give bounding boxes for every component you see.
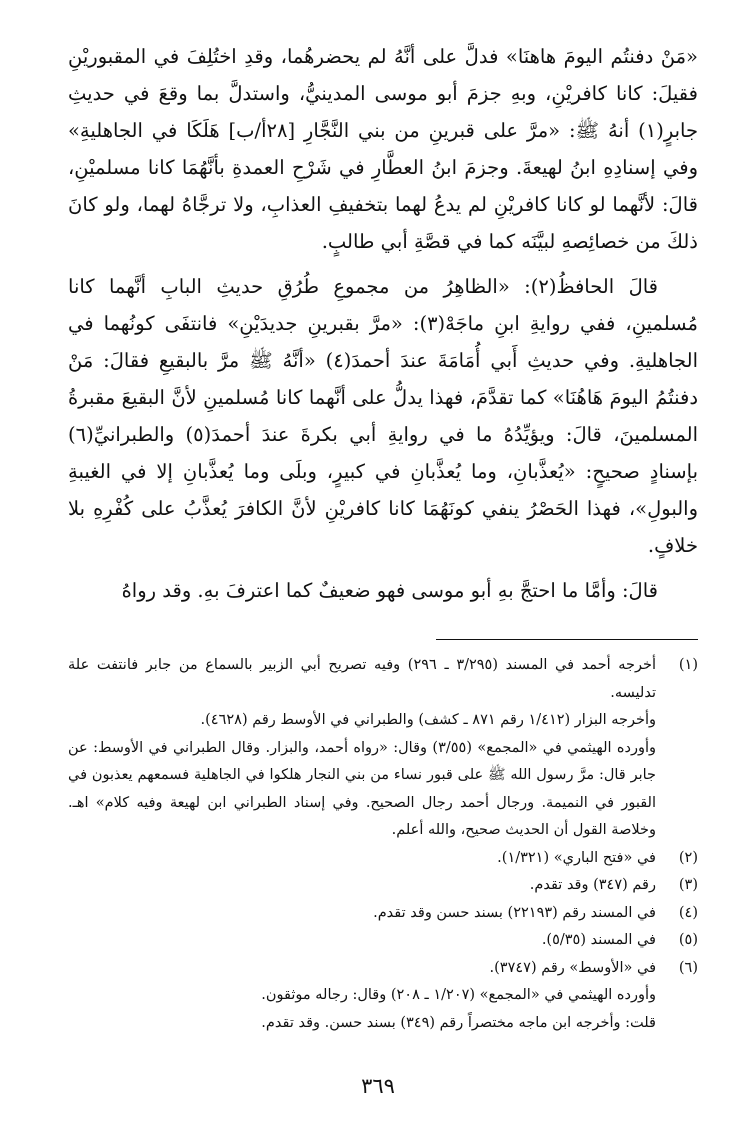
book-page — [68, 38, 698, 1037]
footnote-1-continuation — [68, 707, 698, 845]
footnote-6 — [68, 955, 698, 983]
footnote-text: في «الأوسط» رقم (٣٧٤٧). — [489, 959, 656, 976]
paragraph-3: قالَ: وأمَّا ما احتجَّ بهِ أبو موسى فهو ضعيفٌ كما اعترفَ بهِ. وقد رواهُ — [121, 579, 658, 602]
footnote-text — [68, 652, 656, 707]
main-text — [68, 38, 698, 609]
footnote-3 — [68, 872, 698, 900]
footnote-text: في «فتح الباري» (١/٣٢١). — [497, 849, 656, 866]
footnote-line: قلت: وأخرجه ابن ماجه مختصراً رقم (٣٤٩) بسند حسن. وقد تقدم. — [261, 1014, 656, 1031]
footnote-number: (٥) — [678, 932, 698, 948]
footnote-5 — [68, 927, 698, 955]
paragraph-2: قالَ الحافظُ(٢): «الظاهِرُ من مجموعِ طُرُقِ حديثِ البابِ أنَّهما كانا مُسلمينِ، ففي روايةِ ابنِ ماجَهْ(٣): «مرَّ بقبرينِ جديدَيْنِ» فانتفَى كونُهما في الجاهليةِ. وفي حديثِ أَبي أُمَامَةَ عندَ أحمدَ(٤) «أنَّهُ ﷺ مرَّ بالبقيعِ فقالَ: مَنْ دفنتُمُ اليومَ هَاهُنَا» كما تقدَّمَ، فهذا يدلُّ على أنَّهما كانا مُسلمينِ لأنَّ البقيعَ مقبرةُ المسلمينَ، قالَ: ويؤيِّدُهُ ما في روايةِ أبي بكرةَ عندَ أحمدَ(٥) والطبرانيِّ(٦) بإسنادٍ صحيحٍ: «يُعذَّبانِ، وما يُعذَّبانِ في كبيرٍ، وبلَى وما يُعذَّبانِ إلا في الغيبةِ والبولِ»، فهذا الحَصْرُ ينفي كونَهُمَا كانا كافريْنِ لأنَّ الكافرَ يُعذَّبُ على كُفْرِهِ بلا خلافٍ. — [68, 275, 699, 557]
footnote-number: (٦) — [678, 959, 698, 976]
footnote-6-continuation — [68, 982, 698, 1037]
footnote-separator — [436, 639, 698, 640]
paragraph-1: «مَنْ دفنتُم اليومَ هاهنَا» فدلَّ على أنَّهُ لم يحضرهُما، وقدِ اختُلِفَ في المقبوريْنِ فقيلَ: كانا كافريْنِ، وبهِ جزمَ أبو موسى المدينيُّ، واستدلَّ بما وقعَ في حديثِ جابرٍ(١) أنهُ ﷺ: «مرَّ على قبرينِ من بني النَّجَّارِ [٢٨أ/ب] هَلَكَا في الجاهليةِ» وفي إسنادِهِ ابنُ لهيعةَ. وجزمَ ابنُ العطَّارِ في شَرْحِ العمدةِ بأنَّهُمَا كانا مسلميْنِ، قالَ: لأنَّهما لو كانا كافريْنِ لم يدعُ لهما بتخفيفِ العذابِ، ولا ترجَّاهُ لهما، ولو كانَ ذلكَ من خصائِصهِ لبيَّنَه كما في قصَّةِ أبي طالبٍ. — [68, 45, 699, 253]
footnotes — [68, 652, 698, 1037]
footnote-4 — [68, 900, 698, 928]
footnote-line: وأورده الهيثمي في «المجمع» (١/٢٠٧ ـ ٢٠٨) وقال: رجاله موثقون. — [261, 987, 656, 1003]
footnote-1 — [68, 652, 698, 707]
footnote-text: رقم (٣٤٧) وقد تقدم. — [529, 877, 656, 893]
footnote-text: في المسند رقم (٢٢١٩٣) بسند حسن وقد تقدم. — [373, 904, 656, 921]
footnote-number: (٤) — [678, 904, 698, 921]
footnote-text: في المسند (٥/٣٥). — [541, 932, 656, 948]
footnote-number: (١) — [678, 657, 698, 673]
footnote-number: (٢) — [678, 849, 698, 866]
footnote-line: وأورده الهيثمي في «المجمع» (٣/٥٥) وقال: «رواه أحمد، والبزار. وقال الطبراني في الأوسط: عن جابر قال: مرَّ رسول الله ﷺ على قبور نساء من بني النجار هلكوا في الجاهلية فسمعهم يعذبون في القبور في النميمة. ورجال أحمد رجال الصحيح. وفي إسناد الطبراني ابن لهيعة وفيه كلام» اهـ. وخلاصة القول أن الحديث صحيح، والله أعلم. — [68, 739, 656, 838]
page-number: ٣٦٩ — [361, 1074, 395, 1098]
footnote-line: أخرجه أحمد في المسند (٣/٢٩٥ ـ ٢٩٦) وفيه تصريح أبي الزبير بالسماع من جابر فانتفت علة تدليسه. — [68, 657, 657, 701]
footnote-number: (٣) — [678, 877, 698, 893]
footnote-2 — [68, 845, 698, 873]
footnote-line: وأخرجه البزار (١/٤١٢ رقم ٨٧١ ـ كشف) والطبراني في الأوسط رقم (٤٦٢٨). — [200, 712, 656, 728]
